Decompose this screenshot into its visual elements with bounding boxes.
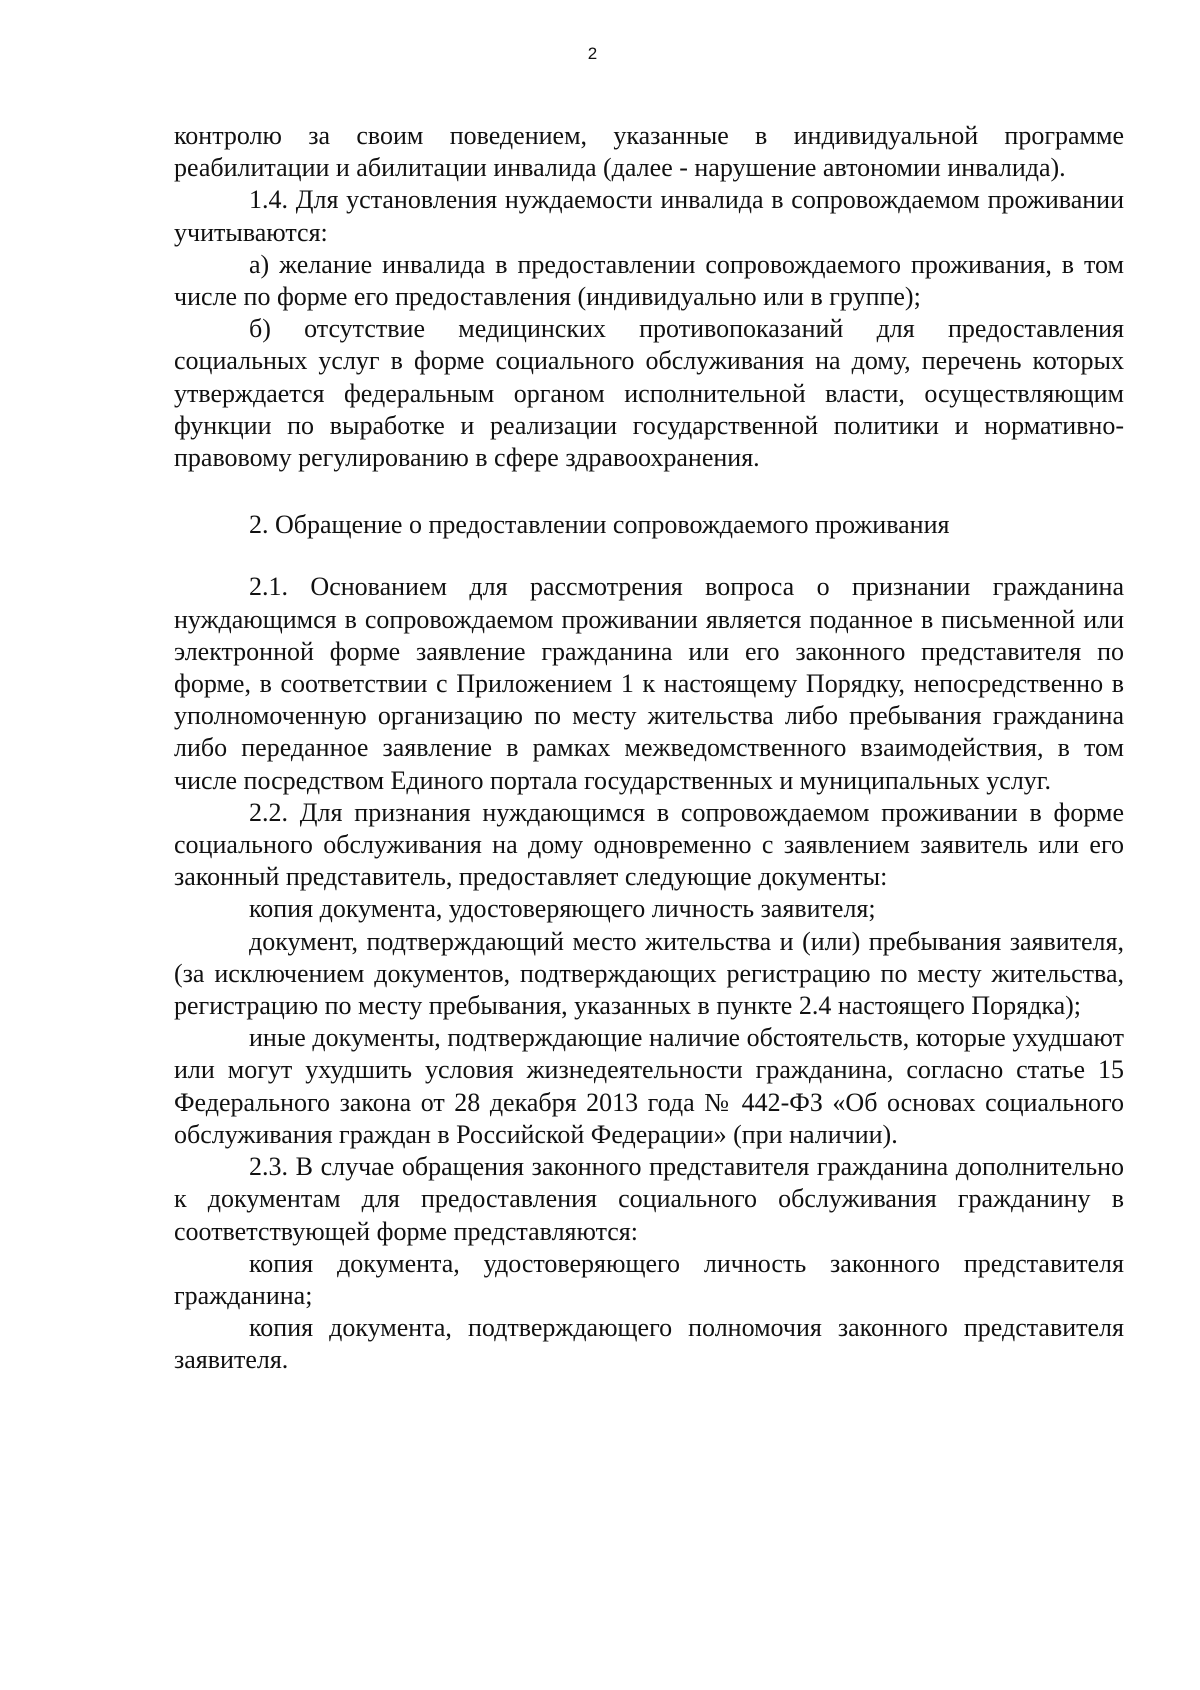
document-body (174, 120, 1124, 1377)
list-item-other-documents: иные документы, подтверждающие наличие обстоятельств, которые ухудшают или могут ухудшить условия жизнедеятельности гражданина, согласно статье 15 Федерального закона от 28 декабря 2013 года № 442-ФЗ «Об основах социального обслуживания граждан в Российской Федерации» (при наличии). (174, 1023, 1124, 1149)
paragraph-2-3: 2.3. В случае обращения законного представителя гражданина дополнительно к документам для предоставления социального обслуживания гражданину в соответствующей форме представляются: (174, 1152, 1124, 1246)
paragraph-1-4-b: б) отсутствие медицинских противопоказаний для предоставления социальных услуг в форме социального обслуживания на дому, перечень которых утверждается федеральным органом исполнительной власти, осуществляющим функции по выработке и реализации государственной политики и нормативно-правовому регулированию в сфере здравоохранения. (174, 314, 1124, 473)
paragraph-1-4-a: а) желание инвалида в предоставлении сопровождаемого проживания, в том числе по форме его предоставления (индивидуально или в группе); (174, 249, 1124, 312)
section-heading: 2. Обращение о предоставлении сопровождаемого проживания (249, 510, 950, 540)
paragraph-2-2: 2.2. Для признания нуждающимся в сопровождаемом проживании в форме социального обслуживания на дому одновременно с заявлением заявитель или его законный представитель, предоставляет следующие документы: (174, 797, 1124, 892)
paragraph-continuation: контролю за своим поведением, указанные в индивидуальной программе реабилитации и абилитации инвалида (далее - нарушение автономии инвалида). (174, 121, 1124, 183)
list-item-representative-authority: копия документа, подтверждающего полномочия законного представителя заявителя. (174, 1313, 1124, 1375)
paragraph-1-4: 1.4. Для установления нуждаемости инвалида в сопровождаемом проживании учитываются: (174, 185, 1124, 247)
list-item-residence-document: документ, подтверждающий место жительства и (или) пребывания заявителя, (за исключением документов, подтверждающих регистрацию по месту жительства, регистрацию по месту пребывания, указанных в пункте 2.4 настоящего Порядка); (174, 926, 1124, 1021)
page-number: 2 (587, 44, 598, 63)
list-item-identity-copy: копия документа, удостоверяющего личность заявителя; (249, 894, 876, 924)
paragraph-2-1: 2.1. Основанием для рассмотрения вопроса о признании гражданина нуждающимся в сопровождаемом проживании является поданное в письменной или электронной форме заявление гражданина или его законного представителя по форме, в соответствии с Приложением 1 к настоящему Порядку, непосредственно в уполномоченную организацию по месту жительства либо пребывания гражданина либо переданное заявление в рамках межведомственного взаимодействия, в том числе посредством Единого портала государственных и муниципальных услуг. (174, 572, 1124, 795)
list-item-representative-identity: копия документа, удостоверяющего личность законного представителя гражданина; (174, 1248, 1124, 1310)
